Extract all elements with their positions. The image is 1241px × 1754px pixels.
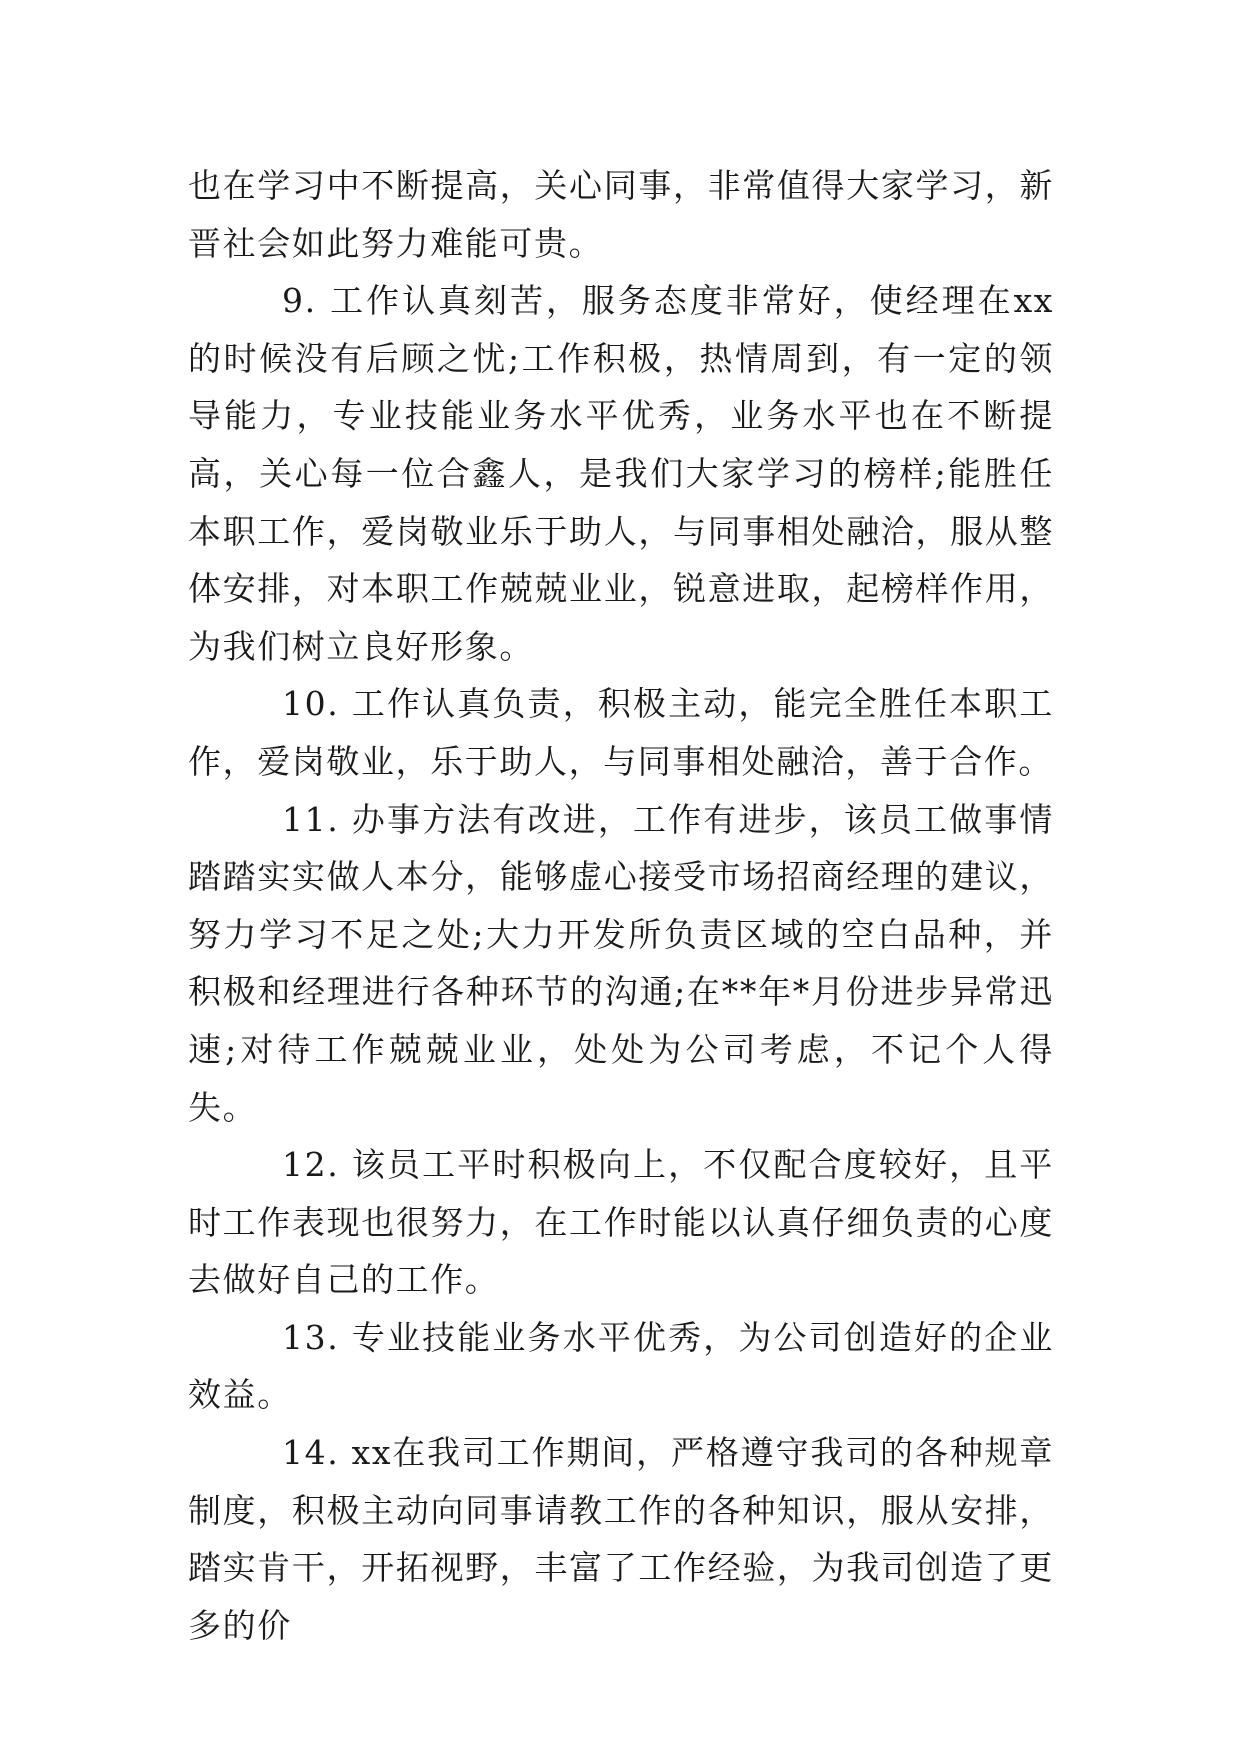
paragraph-item-10: 10. 工作认真负责，积极主动，能完全胜任本职工作，爱岗敬业，乐于助人，与同事相处融洽，善于合作。 [188, 684, 1054, 781]
paragraph-item-13: 13. 专业技能业务水平优秀，为公司创造好的企业效益。 [188, 1317, 1054, 1415]
paragraph-item-9: 9. 工作认真刻苦，服务态度非常好，使经理在xx的时候没有后顾之忧;工作积极，热情周到，有一定的领导能力，专业技能业务水平优秀，业务水平也在不断提高，关心每一位合鑫人，是我们大家学习的榜样;能胜任本职工作，爱岗敬业乐于助人，与同事相处融洽，服从整体安排，对本职工作兢兢业业，锐意进取，起榜样作用，为我们树立良好形象。 [188, 281, 1054, 666]
paragraph-item-14: 14. xx在我司工作期间，严格遵守我司的各种规章制度，积极主动向同事请教工作的各种知识，服从安排，踏实肯干，开拓视野，丰富了工作经验，为我司创造了更多的价 [188, 1433, 1054, 1645]
paragraph-item-12: 12. 该员工平时积极向上，不仅配合度较好，且平时工作表现也很努力，在工作时能以认真仔细负责的心度去做好自己的工作。 [188, 1145, 1054, 1300]
document-body [188, 157, 1054, 1654]
paragraph-continued: 也在学习中不断提高，关心同事，非常值得大家学习，新晋社会如此努力难能可贵。 [188, 166, 1054, 263]
paragraph-item-11: 11. 办事方法有改进，工作有进步，该员工做事情踏踏实实做人本分，能够虚心接受市场招商经理的建议，努力学习不足之处;大力开发所负责区域的空白品种，并积极和经理进行各种环节的沟通;在**年*月份进步异常迅速;对待工作兢兢业业，处处为公司考虑，不记个人得失。 [188, 799, 1054, 1127]
